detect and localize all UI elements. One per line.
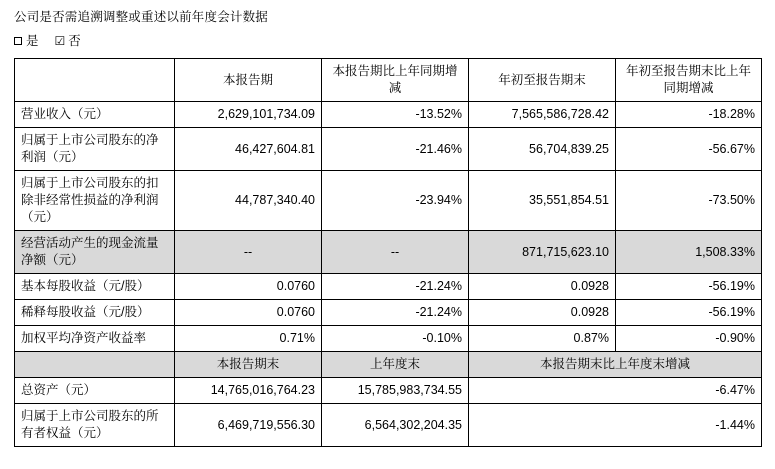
row-value: -56.19% [616,274,762,300]
table-row [15,326,762,352]
choice-no-label: 否 [68,34,81,48]
table-header-row [15,59,762,102]
row-value: 0.87% [469,326,616,352]
row-value: 0.0760 [175,300,322,326]
row-label: 归属于上市公司股东的净利润（元） [15,128,175,171]
row-value: -- [322,231,469,274]
row-value: -6.47% [469,378,762,404]
row-value: -- [175,231,322,274]
row-value: 56,704,839.25 [469,128,616,171]
table-header-row-2 [15,352,762,378]
row-value: 44,787,340.40 [175,171,322,231]
row-value: -13.52% [322,102,469,128]
header-cell-prior-year-end: 上年度末 [322,352,469,378]
checkbox-unchecked-icon[interactable] [14,37,22,45]
financial-table-period [14,58,762,447]
row-label: 基本每股收益（元/股） [15,274,175,300]
row-value: 6,469,719,556.30 [175,404,322,447]
row-value: -21.24% [322,274,469,300]
choice-no[interactable] [55,32,81,50]
header-cell-period-end-change: 本报告期末比上年度末增减 [469,352,762,378]
row-value: 0.71% [175,326,322,352]
choice-yes[interactable] [14,32,39,50]
row-label: 经营活动产生的现金流量净额（元） [15,231,175,274]
row-value: 0.0928 [469,300,616,326]
row-value: -18.28% [616,102,762,128]
header-cell-current-period: 本报告期 [175,59,322,102]
row-value: 15,785,983,734.55 [322,378,469,404]
row-value: 7,565,586,728.42 [469,102,616,128]
table-row [15,171,762,231]
row-value: 0.0928 [469,274,616,300]
row-value: -23.94% [322,171,469,231]
header-cell-blank-2 [15,352,175,378]
question-text: 公司是否需追溯调整或重述以前年度会计数据 [14,10,269,24]
row-value: -21.24% [322,300,469,326]
row-label: 归属于上市公司股东的扣除非经常性损益的净利润（元） [15,171,175,231]
table-row [15,274,762,300]
row-value: 46,427,604.81 [175,128,322,171]
row-label: 归属于上市公司股东的所有者权益（元） [15,404,175,447]
header-cell-blank [15,59,175,102]
row-value: -0.10% [322,326,469,352]
row-label: 营业收入（元） [15,102,175,128]
row-value: 2,629,101,734.09 [175,102,322,128]
header-cell-ytd-yoy: 年初至报告期末比上年同期增减 [616,59,762,102]
row-value: 1,508.33% [616,231,762,274]
header-cell-current-period-yoy: 本报告期比上年同期增减 [322,59,469,102]
checkbox-checked-icon[interactable]: ☑ [54,34,66,48]
row-value: 35,551,854.51 [469,171,616,231]
table-row [15,128,762,171]
header-cell-ytd: 年初至报告期末 [469,59,616,102]
row-value: -1.44% [469,404,762,447]
table-row [15,231,762,274]
row-label: 总资产（元） [15,378,175,404]
row-value: -73.50% [616,171,762,231]
row-value: 0.0760 [175,274,322,300]
row-value: -56.19% [616,300,762,326]
table-row [15,102,762,128]
table-row [15,300,762,326]
row-label: 加权平均净资产收益率 [15,326,175,352]
row-value: 6,564,302,204.35 [322,404,469,447]
row-label: 稀释每股收益（元/股） [15,300,175,326]
row-value: -21.46% [322,128,469,171]
row-value: -56.67% [616,128,762,171]
row-value: 871,715,623.10 [469,231,616,274]
header-cell-period-end: 本报告期末 [175,352,322,378]
row-value: -0.90% [616,326,762,352]
choice-yes-label: 是 [26,34,39,48]
table-row [15,378,762,404]
row-value: 14,765,016,764.23 [175,378,322,404]
table-row [15,404,762,447]
choice-row [14,32,761,50]
